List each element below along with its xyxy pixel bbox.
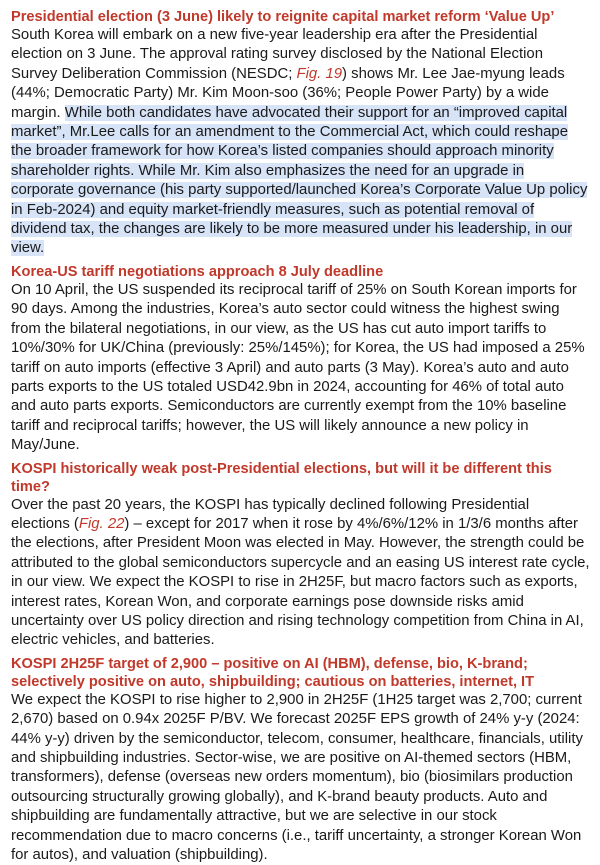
section-presidential-election: [11, 8, 590, 259]
figure-reference[interactable]: Fig. 22: [78, 515, 125, 532]
section-heading: Korea-US tariff negotiations approach 8 July deadline: [11, 263, 384, 280]
figure-reference[interactable]: Fig. 19: [296, 65, 343, 82]
body-text: South Korea will embark on a new five-year leadership era after the Presidential election on 3 June. The approval rating survey disclosed by the National Election Survey Deliberation Commission (NESDC;: [11, 27, 543, 82]
section-tariff-negotiations: [11, 263, 590, 456]
section-body: [11, 496, 590, 651]
section-body: On 10 April, the US suspended its reciprocal tariff of 25% on South Korean imports for 90 days. Among the industries, Korea’s auto sector could witness the highest swing from the bilateral negotiations, in our view, as the US has cut auto import tariffs to 10%/30% for UK/China (previously: 25%/145%); for Korea, the US had imposed a 25% tariff on auto imports (effective 3 April) and auto parts (3 May). Korea’s auto and auto parts exports to the US totaled USD42.9bn in 2024, accounting for 46% of total auto and auto parts exports. Semiconductors are currently exempt from the 10% baseline tariff and reciprocal tariffs; however, the US will likely announce a new policy in May/June.: [11, 281, 585, 454]
section-heading: Presidential election (3 June) likely to reignite capital market reform ‘Value Up’: [11, 9, 555, 25]
selected-text-highlight[interactable]: While both candidates have advocated their support for an “improved capital market”, Mr.Lee calls for an amendment to the Commercial Act, which could reshape the broader framework for how Korea’s listed companies should approach minority shareholder rights. While Mr. Kim also emphasizes the need for an upgrade in corporate governance (his party supported/launched Korea’s Corporate Value Up policy in Feb-2024) and equity market-friendly measures, such as potential removal of dividend tax, the changes are likely to be more measured under his leadership, in our view.: [11, 104, 588, 257]
section-kospi-post-election: [11, 460, 590, 651]
body-text: ) – except for 2017 when it rose by 4%/6%/12% in 1/3/6 months after the elections, after President Moon was elected in May. However, the strength could be attributed to the global semiconductors supercycle and an easing US interest rate cycle, in our view. We expect the KOSPI to rise in 2H25F, but macro factors such as exports, interest rates, Korean Won, and corporate earnings pose downside risks amid uncertainty over US policy direction and rising technology competition from China in AI, electric vehicles, and batteries.: [11, 515, 590, 649]
section-kospi-target: [11, 655, 590, 865]
section-body: [11, 26, 590, 259]
body-text: ) shows Mr. Lee Jae-myung leads (44%; Democratic Party) Mr. Kim Moon-soo (36%; People Power Party) by a wide margin.: [11, 65, 565, 121]
section-heading: KOSPI 2H25F target of 2,900 – positive on AI (HBM), defense, bio, K-brand; selectively positive on auto, shipbuilding; cautious on batteries, internet, IT: [11, 655, 535, 690]
section-heading: KOSPI historically weak post-Presidential elections, but will it be different this time?: [11, 460, 552, 495]
body-text: Over the past 20 years, the KOSPI has typically declined following Presidential elections (: [11, 496, 530, 532]
section-body: We expect the KOSPI to rise higher to 2,900 in 2H25F (1H25 target was 2,700; current 2,670) based on 0.94x 2025F P/BV. We forecast 2025F EPS growth of 24% y-y (2024: 44% y-y) driven by the semiconductor, telecom, consumer, healthcare, financials, utility and shipbuilding industries. Sector-wise, we are positive on AI-themed sectors (HBM, transformers), defense (overseas new orders momentum), bio (biosimilars production outsourcing structurally growing globally), and K-brand beauty products. Auto and shipbuilding are fundamentally attractive, but we are selective in our stock recommendation due to macro concerns (i.e., tariff uncertainty, a stronger Korean Won for autos), and valuation (shipbuilding).: [11, 691, 583, 864]
